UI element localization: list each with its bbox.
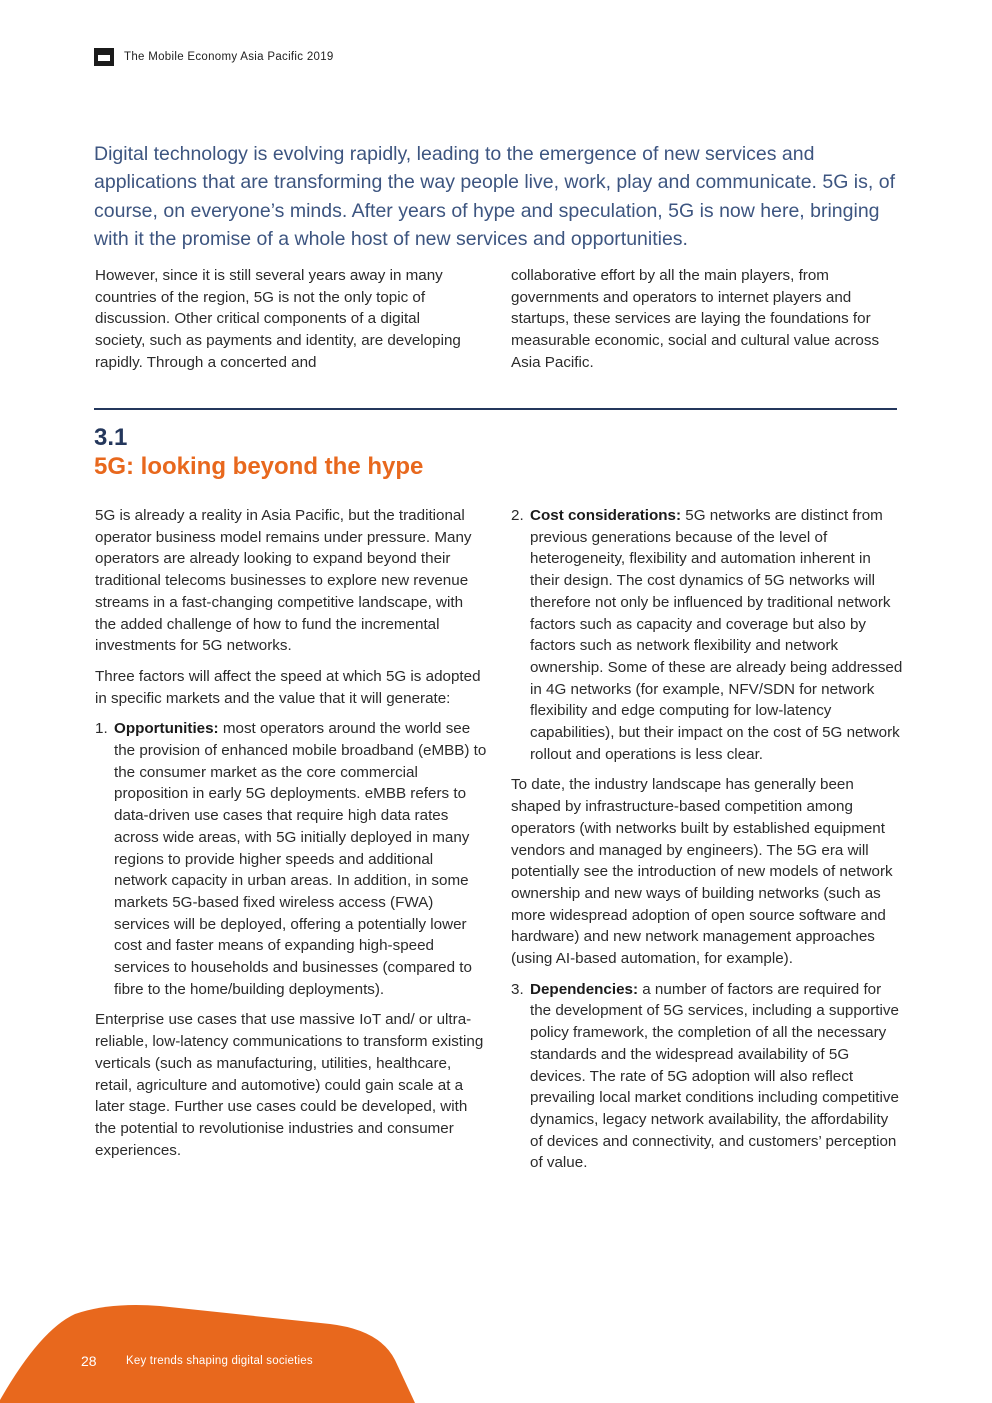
- intro-right-column: [511, 265, 896, 383]
- page-number: 28: [81, 1353, 97, 1369]
- list-item-opportunities: [95, 718, 487, 1000]
- intro-left-column: [95, 265, 467, 383]
- gsma-logo-icon: [94, 48, 114, 66]
- list-item-subparagraph: Enterprise use cases that use massive IoT and/ or ultra-reliable, low-latency communications to transform existing verticals (such as manufacturing, utilities, healthcare, retail, agriculture and automotive) could gain scale at a later stage. Further use cases could be developed, with the potential to revolutionise industries and consumer experiences.: [95, 1011, 484, 1159]
- page-header: [94, 48, 334, 66]
- list-item-text: most operators around the world see the provision of enhanced mobile broadband (eMBB) to the consumer market as the core commercial proposition in early 5G deployments. eMBB refers to data-driven use cases that require high data rates across wide areas, with 5G initially deployed in many regions to provide higher speeds and additional network capacity in urban areas. In addition, in some markets 5G-based fixed wireless access (FWA) services will be deployed, offering a potentially lower cost and faster means of expanding high-speed services to households and businesses (compared to fibre to the home/building deployments).: [114, 720, 487, 998]
- footer-orange-shape: [0, 1300, 420, 1403]
- list-item-text: a number of factors are required for the development of 5G services, including a supportive policy framework, the completion of all the necessary standards and the widespread availability of 5G devices. The rate of 5G adoption will also reflect prevailing local market conditions including competitive dynamics, legacy network availability, the affordability of devices and connectivity, and customers’ perception of value.: [530, 980, 899, 1172]
- list-item-lead: Dependencies:: [530, 980, 639, 998]
- main-left-column: [95, 505, 487, 1170]
- list-item-cost-considerations: [511, 505, 903, 765]
- list-number: 2.: [511, 507, 524, 524]
- list-item-lead: Cost considerations:: [530, 507, 682, 524]
- section-title: 5G: looking beyond the hype: [94, 453, 424, 480]
- main-right-column: [511, 505, 903, 1183]
- list-item-text: 5G networks are distinct from previous generations because of the level of heterogeneity, flexibility and automation inherent in their design. The cost dynamics of 5G networks will therefore not only be influenced by traditional network factors such as capacity and coverage but also by factors such as network flexibility and network ownership. Some of these are already being addressed in 4G networks (for example, NFV/SDN for network flexibility and edge computing for low-latency capabilities), but their impact on the cost of 5G network rollout and operations is less clear.: [530, 507, 903, 763]
- intro-lead: Digital technology is evolving rapidly, leading to the emergence of new services and applications that are transforming the way people live, work, play and communicate. 5G is, of course, on everyone’s minds. After years of hype and speculation, 5G is now here, bringing with it the promise of a whole host of new services and opportunities.: [94, 143, 895, 251]
- list-item-lead: Opportunities:: [114, 720, 219, 738]
- report-title: The Mobile Economy Asia Pacific 2019: [124, 51, 334, 63]
- list-item-subparagraph: To date, the industry landscape has generally been shaped by infrastructure-based competition among operators (with networks built by established equipment vendors and managed by engineers). The 5G era will potentially see the introduction of new models of network ownership and new ways of building networks (such as more widespread adoption of open source software and hardware) and new network management approaches (using AI-based automation, for example).: [511, 776, 893, 968]
- intro-right-paragraph: collaborative effort by all the main players, from governments and operators to internet players and startups, these services are laying the foundations for measurable economic, social and cultural value across Asia Pacific.: [511, 267, 880, 371]
- intro-left-paragraph: However, since it is still several years away in many countries of the region, 5G is not the only topic of discussion. Other critical components of a digital society, such as payments and identity, are developing rapidly. Through a concerted and: [95, 267, 461, 371]
- list-number: 3.: [511, 980, 524, 998]
- footer-section-label: Key trends shaping digital societies: [126, 1355, 313, 1367]
- section-divider: [94, 408, 897, 410]
- section-number: 3.1: [94, 424, 128, 451]
- list-item-dependencies: [511, 979, 903, 1174]
- list-number: 1.: [95, 720, 108, 738]
- body-paragraph: 5G is already a reality in Asia Pacific, but the traditional operator business model remains under pressure. Many operators are already looking to expand beyond their traditional telecoms businesses to explore new revenue streams in a fast-changing competitive landscape, with the added challenge of how to fund the incremental investments for 5G networks.: [95, 507, 472, 655]
- body-paragraph: Three factors will affect the speed at which 5G is adopted in specific markets and the value that it will generate:: [95, 667, 481, 707]
